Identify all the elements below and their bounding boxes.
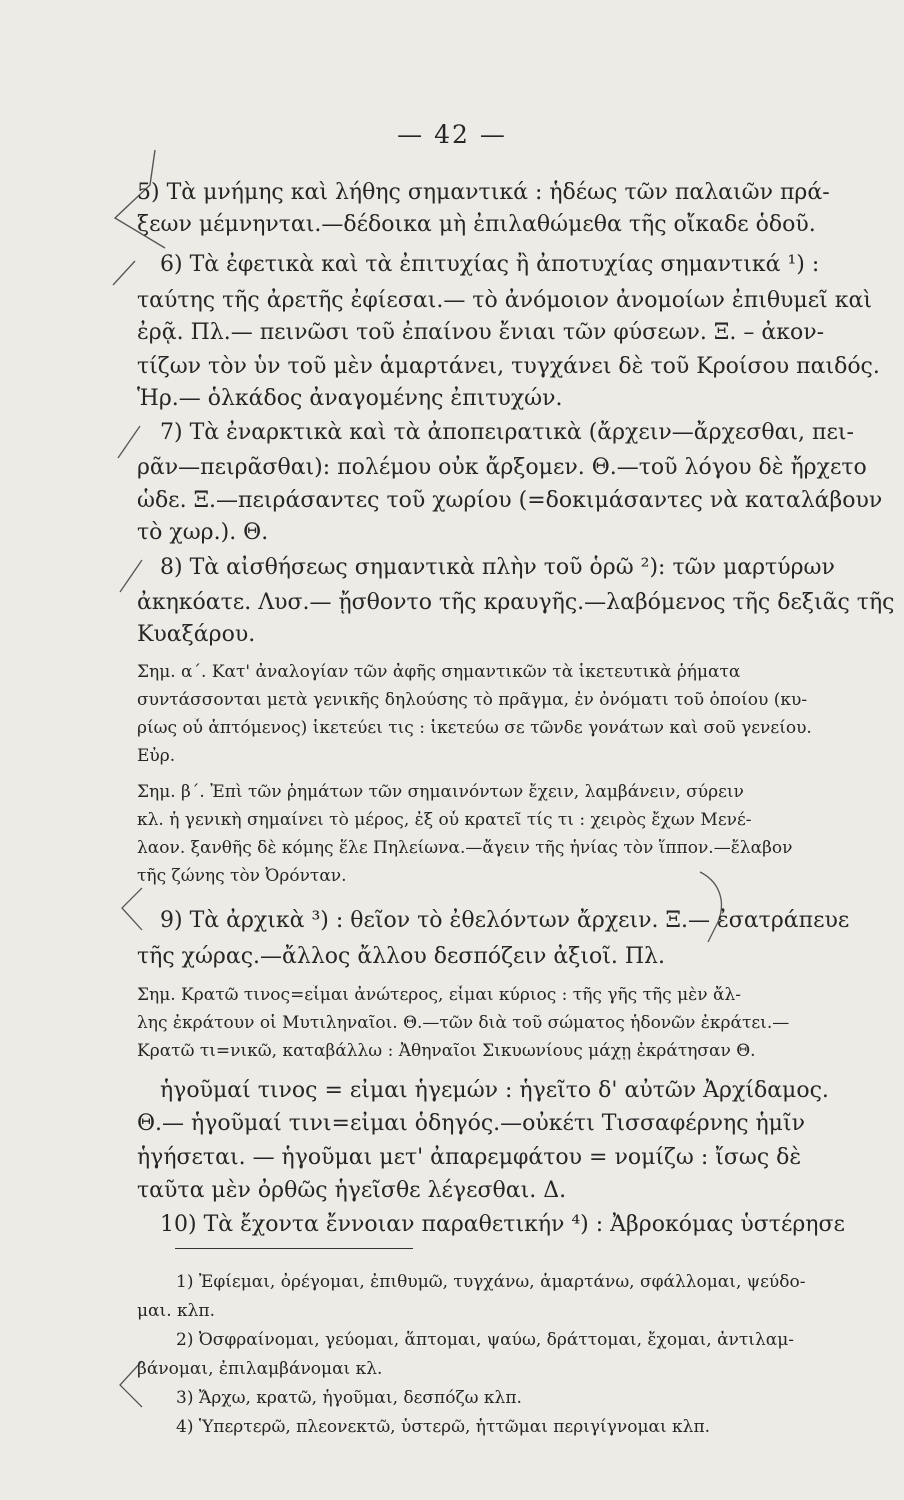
text-line: τίζων τὸν ὗν τοῦ μὲν ἁμαρτάνει, τυγχάνει δὲ τοῦ Κροίσου παιδός. bbox=[137, 354, 880, 379]
text-line: τὸ χωρ.). Θ. bbox=[137, 520, 269, 545]
text-line: ἐρᾷ. Πλ.— πεινῶσι τοῦ ἐπαίνου ἔνιαι τῶν φύσεων. Ξ. – ἀκον- bbox=[137, 320, 825, 345]
note-line: Σημ. α΄. Κατ' ἀναλογίαν τῶν ἀφῆς σημαντικῶν τὰ ἱκετευτικὰ ῥήματα bbox=[137, 662, 741, 682]
note-line: ρίως οὗ ἁπτόμενος) ἱκετεύει τις : ἱκετεύω σε τῶνδε γονάτων καὶ σοῦ γενείου. bbox=[137, 718, 812, 738]
text-line: ξεων μέμνηνται.—δέδοικα μὴ ἐπιλαθώμεθα τῆς οἴκαδε ὁδοῦ. bbox=[137, 212, 816, 237]
text-line: ἡγήσεται. — ἡγοῦμαι μετ' ἀπαρεμφάτου = νομίζω : ἴσως δὲ bbox=[137, 1145, 802, 1170]
footnote-divider bbox=[175, 1248, 413, 1249]
text-line: 7) Τὰ ἐναρκτικὰ καὶ τὰ ἀποπειρατικὰ (ἄρχειν—ἄρχεσθαι, πει- bbox=[160, 420, 854, 445]
note-line: κλ. ἡ γενικὴ σημαίνει τὸ μέρος, ἐξ οὗ κρατεῖ τίς τι : χειρὸς ἔχων Μενέ- bbox=[137, 810, 752, 830]
text-line: 8) Τὰ αἰσθήσεως σημαντικὰ πλὴν τοῦ ὁρῶ ²): τῶν μαρτύρων bbox=[160, 555, 835, 580]
text-line: ταύτης τῆς ἀρετῆς ἐφίεσαι.— τὸ ἀνόμοιον ἀνομοίων ἐπιθυμεῖ καὶ bbox=[137, 288, 872, 313]
pencil-bracket-mark bbox=[110, 880, 150, 940]
footnote-line: μαι. κλπ. bbox=[137, 1301, 215, 1321]
text-line: Θ.— ἡγοῦμαί τινι=εἶμαι ὁδηγός.—οὐκέτι Τισσαφέρνης ἡμῖν bbox=[137, 1111, 805, 1136]
text-line: Ἡρ.— ὁλκάδος ἀναγομένης ἐπιτυχών. bbox=[137, 386, 563, 411]
note-line: Κρατῶ τι=νικῶ, καταβάλλω : Ἀθηναῖοι Σικυωνίους μάχῃ ἐκράτησαν Θ. bbox=[137, 1041, 756, 1061]
text-line: 9) Τὰ ἀρχικὰ ³) : θεῖον τὸ ἐθελόντων ἄρχειν. Ξ.— ἐσατράπευε bbox=[160, 908, 850, 933]
note-line: Εὐρ. bbox=[137, 746, 176, 766]
text-line: Κυαξάρου. bbox=[137, 622, 256, 647]
note-line: Σημ. Κρατῶ τινος=εἶμαι ἀνώτερος, εἶμαι κύριος : τῆς γῆς τῆς μὲν ἄλ- bbox=[137, 985, 742, 1005]
footnote-line: 1) Ἐφίεμαι, ὀρέγομαι, ἐπιθυμῶ, τυγχάνω, ἁμαρτάνω, σφάλλομαι, ψεύδο- bbox=[176, 1272, 806, 1292]
note-line: λαον. ξανθῆς δὲ κόμης ἕλε Πηλείωνα.—ἄγειν τῆς ἡνίας τὸν ἵππον.—ἔλαβον bbox=[137, 838, 793, 858]
footnote-line: 2) Ὀσφραίνομαι, γεύομαι, ἅπτομαι, ψαύω, δράττομαι, ἔχομαι, ἀντιλαμ- bbox=[176, 1330, 795, 1350]
text-line: 5) Τὰ μνήμης καὶ λήθης σημαντικά : ἡδέως τῶν παλαιῶν πρά- bbox=[137, 180, 830, 205]
text-line: ταῦτα μὲν ὀρθῶς ἡγεῖσθε λέγεσθαι. Δ. bbox=[137, 1178, 567, 1203]
text-line: ὧδε. Ξ.—πειράσαντες τοῦ χωρίου (=δοκιμάσαντες νὰ καταλάβουν bbox=[137, 488, 883, 513]
text-line: 10) Τὰ ἔχοντα ἔννοιαν παραθετικήν ⁴) : Ἀβροκόμας ὑστέρησε bbox=[160, 1212, 845, 1237]
text-line: 6) Τὰ ἐφετικὰ καὶ τὰ ἐπιτυχίας ἢ ἀποτυχίας σημαντικά ¹) : bbox=[160, 252, 820, 277]
note-line: Σημ. β΄. Ἐπὶ τῶν ῥημάτων τῶν σημαινόντων ἔχειν, λαμβάνειν, σύρειν bbox=[137, 782, 744, 802]
text-line: ἡγοῦμαί τινος = εἶμαι ἡγεμών : ἡγεῖτο δ' αὐτῶν Ἀρχίδαμος. bbox=[160, 1078, 829, 1103]
footnote-line: 3) Ἄρχω, κρατῶ, ἡγοῦμαι, δεσπόζω κλπ. bbox=[176, 1388, 522, 1408]
footnote-line: 4) Ὑπερτερῶ, πλεονεκτῶ, ὑστερῶ, ἡττῶμαι περιγίγνομαι κλπ. bbox=[176, 1417, 711, 1437]
text-line: ἀκηκόατε. Λυσ.— ᾔσθοντο τῆς κραυγῆς.—λαβόμενος τῆς δεξιᾶς τῆς bbox=[137, 590, 895, 615]
text-line: τῆς χώρας.—ἄλλος ἄλλου δεσπόζειν ἀξιοῖ. Πλ. bbox=[137, 944, 665, 969]
pencil-bracket-mark bbox=[690, 862, 740, 952]
page-number: — 42 — bbox=[397, 120, 507, 149]
footnote-line: βάνομαι, ἐπιλαμβάνομαι κλ. bbox=[137, 1359, 383, 1379]
text-line: ρᾶν—πειρᾶσθαι): πολέμου οὐκ ἄρξομεν. Θ.—τοῦ λόγου δὲ ἤρχετο bbox=[137, 455, 867, 480]
note-line: τῆς ζώνης τὸν Ὀρόνταν. bbox=[137, 866, 347, 886]
note-line: λης ἐκράτουν οἱ Μυτιληναῖοι. Θ.—τῶν διὰ τοῦ σώματος ἡδονῶν ἐκράτει.— bbox=[137, 1013, 790, 1033]
note-line: συντάσσονται μετὰ γενικῆς δηλούσης τὸ πρᾶγμα, ἐν ὀνόματι τοῦ ὁποίου (κυ- bbox=[137, 690, 808, 710]
